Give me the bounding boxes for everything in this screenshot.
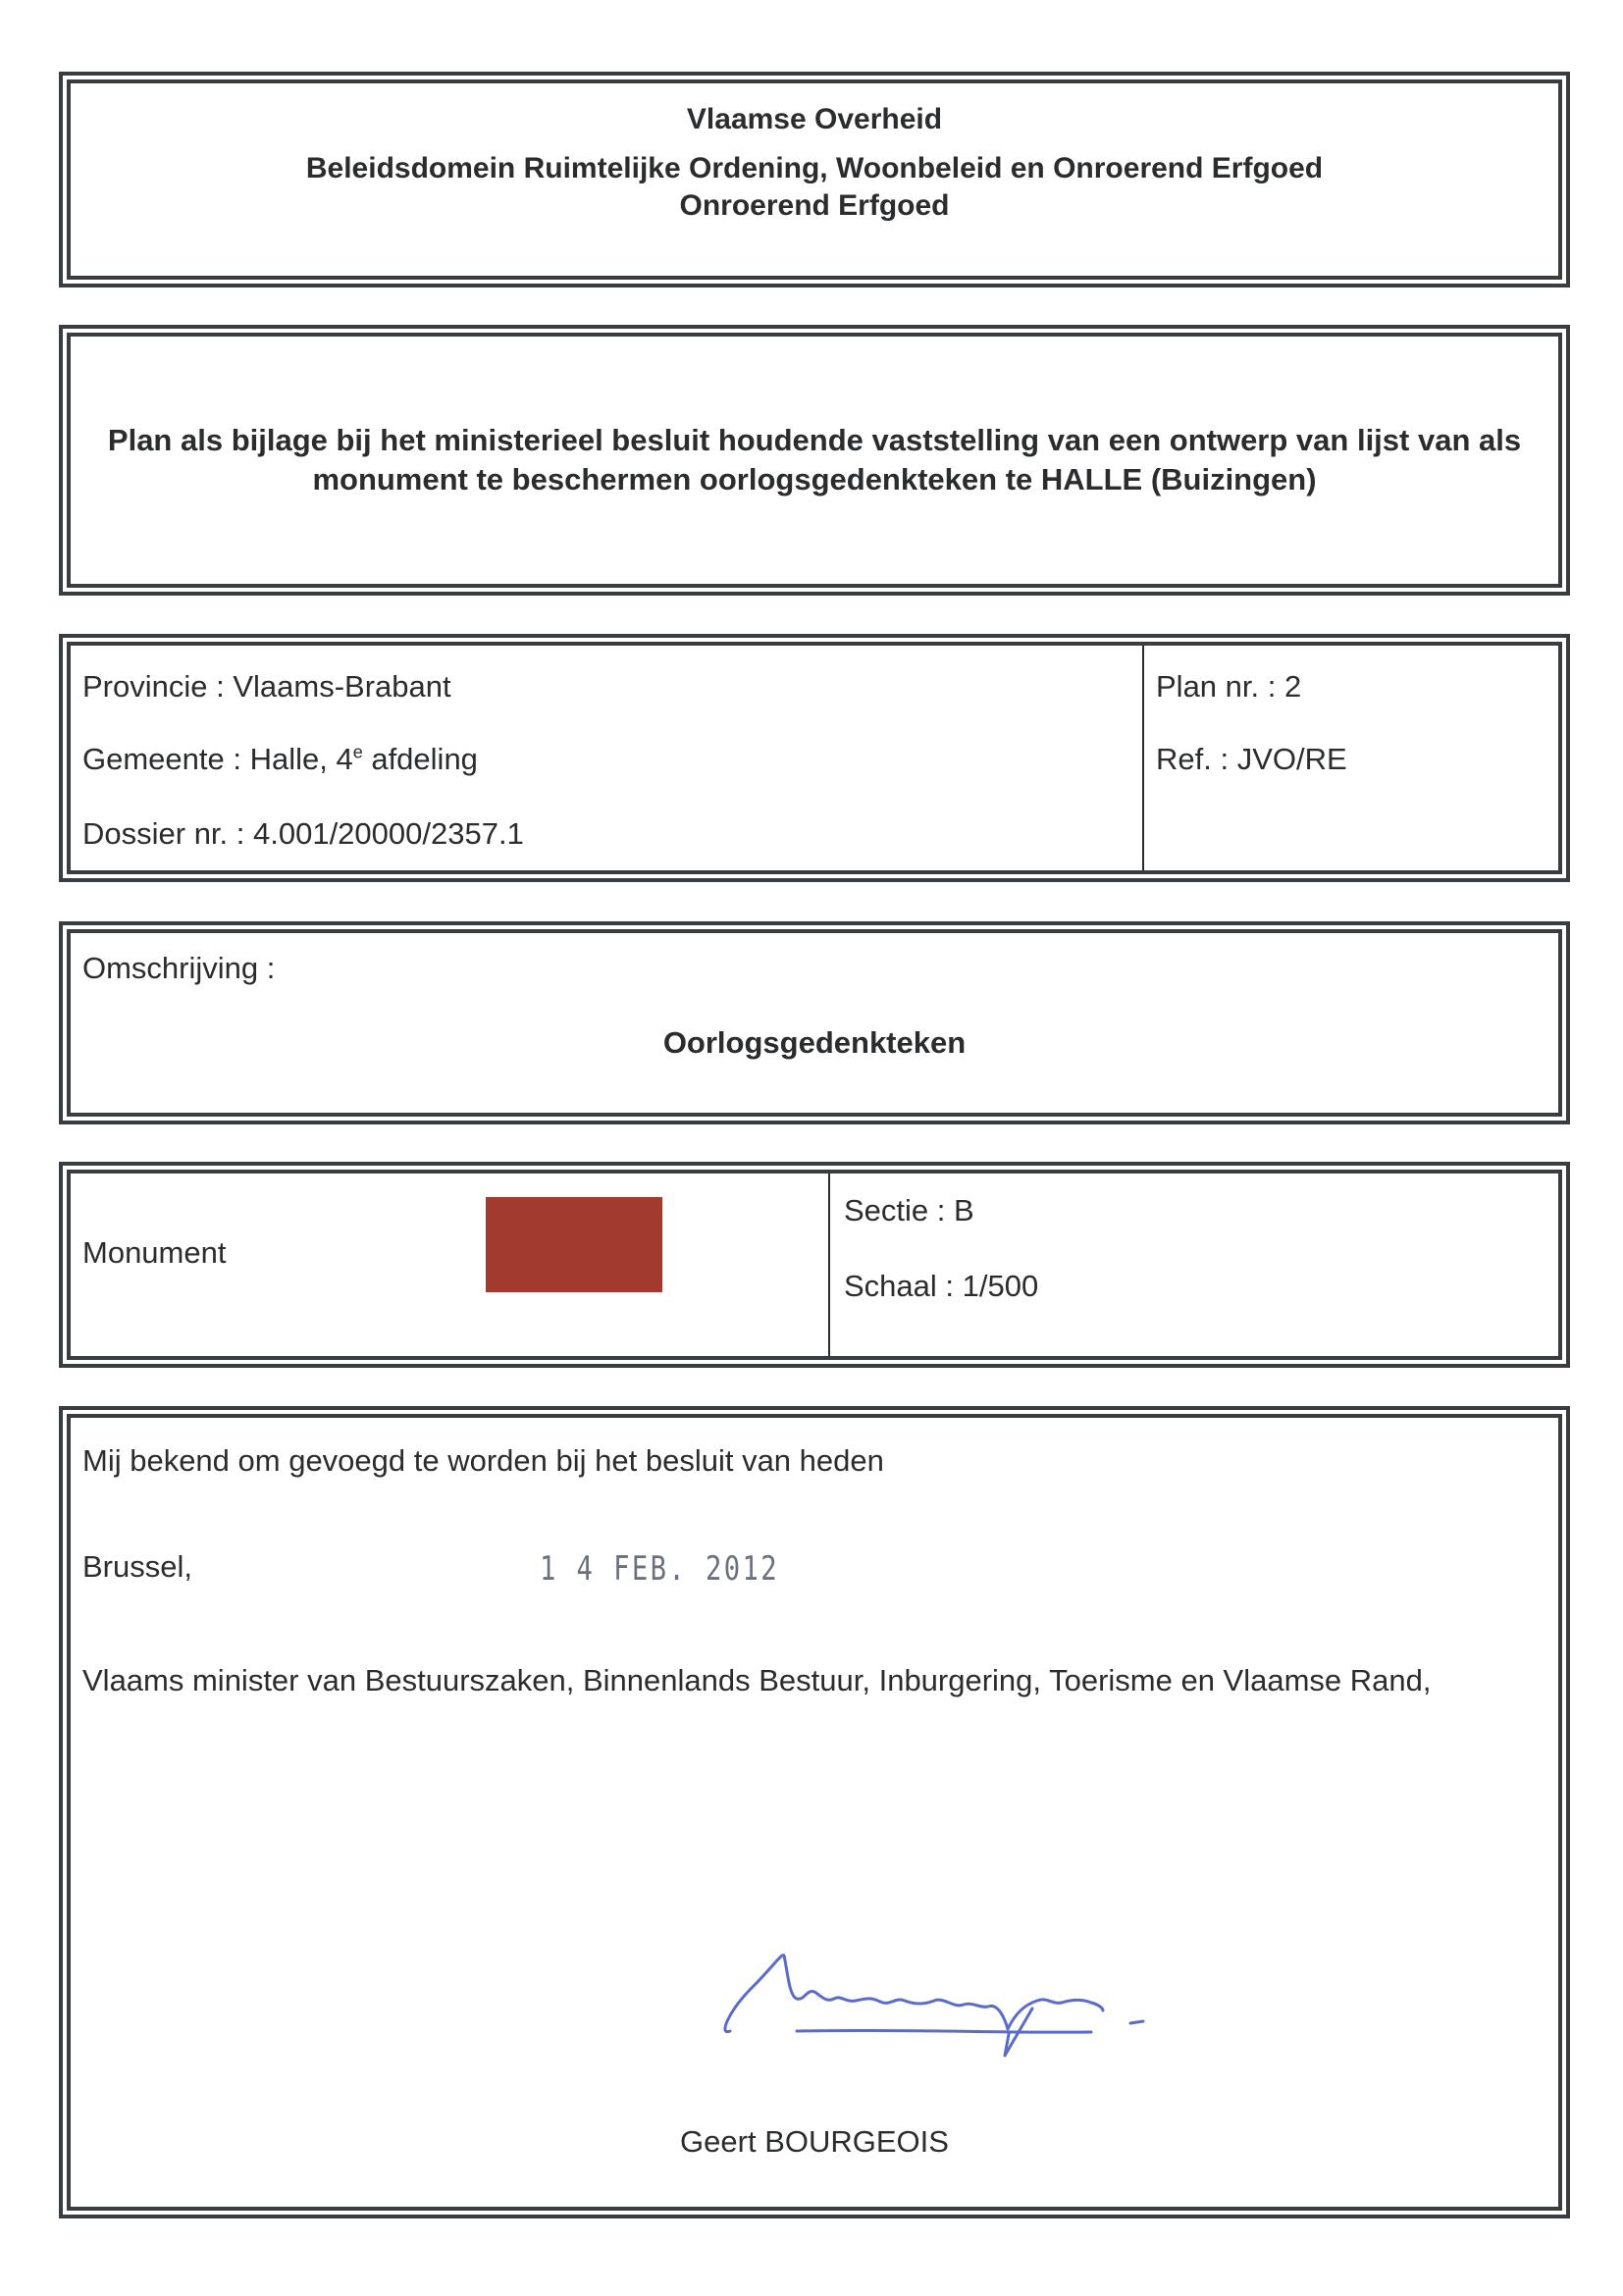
description-box: [59, 921, 1570, 1124]
description-value: Oorlogsgedenkteken: [662, 1025, 967, 1060]
monument-color-swatch: [486, 1197, 662, 1292]
dossier-field: Dossier nr. : 4.001/20000/2357.1: [82, 816, 524, 851]
minister-title: Vlaams minister van Bestuurszaken, Binnenlands Bestuur, Inburgering, Toerisme en Vlaamse Rand,: [82, 1663, 1432, 1697]
legend-panel: [71, 1174, 830, 1356]
gemeente-field: [82, 742, 478, 777]
sectie-field: Sectie : B: [844, 1193, 974, 1227]
policy-domain: Beleidsdomein Ruimtelijke Ordening, Woonbeleid en Onroerend Erfgoed: [305, 152, 1324, 184]
description-label: Omschrijving :: [82, 951, 276, 985]
signatory-name: Geert BOURGEOIS: [680, 2124, 949, 2159]
map-info-panel: [830, 1174, 1558, 1356]
signature-box: [59, 1406, 1570, 2218]
header-box: [59, 72, 1570, 287]
location-panel: [71, 646, 1144, 870]
handwritten-signature-icon: [659, 1899, 1346, 2075]
gemeente-suffix: afdeling: [362, 742, 478, 776]
info-box: [59, 634, 1570, 882]
title-box: [59, 325, 1570, 596]
plan-number-field: Plan nr. : 2: [1156, 669, 1302, 704]
legend-box: [59, 1162, 1570, 1368]
document-title: Plan als bijlage bij het ministerieel besluit houdende vaststelling van een ontwerp van lijst van als monument te beschermen oorlogsgedenkteken te HALLE (Buizingen): [107, 423, 1522, 496]
authority-name: Vlaamse Overheid: [686, 103, 943, 135]
scale-field: Schaal : 1/500: [844, 1269, 1039, 1303]
signature-underline: [797, 2030, 1091, 2032]
signature-main-stroke: [725, 1956, 1103, 2032]
reference-field: Ref. : JVO/RE: [1156, 742, 1347, 776]
approval-statement: Mij bekend om gevoegd te worden bij het besluit van heden: [82, 1443, 884, 1478]
signature-dot: [1130, 2021, 1143, 2023]
provincie-field: Provincie : Vlaams-Brabant: [82, 669, 451, 704]
agency-name: Onroerend Erfgoed: [679, 189, 950, 222]
gemeente-text: Gemeente : Halle, 4: [82, 742, 353, 776]
gemeente-ordinal: e: [352, 742, 363, 762]
date-stamp: 1 4 FEB. 2012: [540, 1549, 780, 1589]
signing-place: Brussel,: [82, 1549, 192, 1584]
plan-panel: [1144, 646, 1558, 870]
legend-label-monument: Monument: [82, 1235, 227, 1270]
